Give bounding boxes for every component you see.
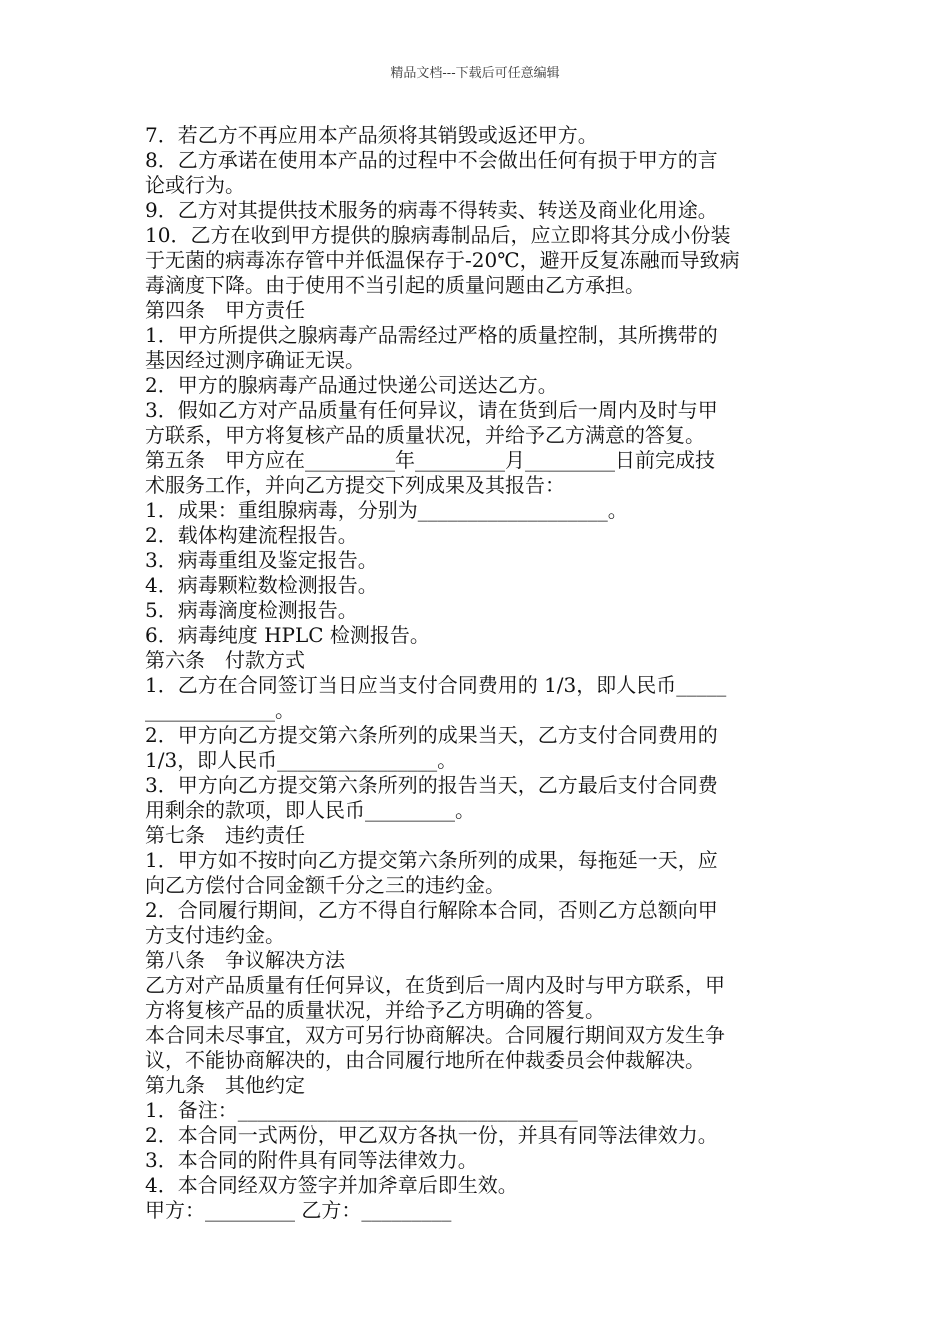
- clause-line: 3．甲方向乙方提交第六条所列的报告当天，乙方最后支付合同费: [145, 773, 718, 797]
- clause-line: 基因经过测序确证无误。: [145, 348, 365, 372]
- clause-line: 方联系，甲方将复核产品的质量状况，并给予乙方满意的答复。: [145, 423, 705, 447]
- clause-line: 2．合同履行期间，乙方不得自行解除本合同，否则乙方总额向甲: [145, 898, 718, 922]
- clause-line: 5．病毒滴度检测报告。: [145, 598, 358, 622]
- clause-line: 3．病毒重组及鉴定报告。: [145, 548, 378, 572]
- clause-line: 论或行为。: [145, 173, 245, 197]
- clause-line: 毒滴度下降。由于使用不当引起的质量问题由乙方承担。: [145, 273, 645, 297]
- clause-line: 1．成果：重组腺病毒，分别为___________________。: [145, 498, 628, 522]
- clause-line: 2．本合同一式两份，甲乙双方各执一份，并具有同等法律效力。: [145, 1123, 718, 1147]
- clause-line: 于无菌的病毒冻存管中并低温保存于-20℃，避开反复冻融而导致病: [145, 248, 740, 272]
- signature-line: 甲方：_________ 乙方：_________: [145, 1198, 452, 1222]
- clause-line: 6．病毒纯度 HPLC 检测报告。: [145, 623, 430, 647]
- clause-line: 8．乙方承诺在使用本产品的过程中不会做出任何有损于甲方的言: [145, 148, 718, 172]
- clause-line: 3．假如乙方对产品质量有任何异议，请在货到后一周内及时与甲: [145, 398, 718, 422]
- clause-line: 3．本合同的附件具有同等法律效力。: [145, 1148, 478, 1172]
- clause-line: 4．本合同经双方签字并加斧章后即生效。: [145, 1173, 518, 1197]
- clause-line: 1．乙方在合同签订当日应当支付合同费用的 1/3，即人民币_____: [145, 673, 727, 697]
- contract-body: [145, 123, 810, 1223]
- clause-line: 7．若乙方不再应用本产品须将其销毁或返还甲方。: [145, 123, 598, 147]
- section-heading-article-6: 第六条 付款方式: [145, 648, 305, 672]
- clause-line: 术服务工作，并向乙方提交下列成果及其报告：: [145, 473, 565, 497]
- clause-line: 1．甲方所提供之腺病毒产品需经过严格的质量控制，其所携带的: [145, 323, 718, 347]
- clause-line: 乙方对产品质量有任何异议，在货到后一周内及时与甲方联系，甲: [145, 973, 725, 997]
- clause-line: 用剩余的款项，即人民币_________。: [145, 798, 475, 822]
- clause-line: 2．甲方的腺病毒产品通过快递公司送达乙方。: [145, 373, 558, 397]
- section-heading-article-9: 第九条 其他约定: [145, 1073, 305, 1097]
- clause-line: 1．甲方如不按时向乙方提交第六条所列的成果，每拖延一天，应: [145, 848, 718, 872]
- section-heading-article-7: 第七条 违约责任: [145, 823, 305, 847]
- clause-line: 方将复核产品的质量状况，并给予乙方明确的答复。: [145, 998, 605, 1022]
- section-heading-article-4: 第四条 甲方责任: [145, 298, 305, 322]
- clause-line: 2．载体构建流程报告。: [145, 523, 358, 547]
- clause-line: 方支付违约金。: [145, 923, 285, 947]
- section-heading-article-5: 第五条 甲方应在_________年_________月_________日前完成技: [145, 448, 715, 472]
- page-header: 精品文档---下载后可任意编辑: [390, 66, 560, 81]
- clause-line: 10．乙方在收到甲方提供的腺病毒制品后，应立即将其分成小份装: [145, 223, 731, 247]
- clause-line: 向乙方偿付合同金额千分之三的违约金。: [145, 873, 505, 897]
- clause-line: 2．甲方向乙方提交第六条所列的成果当天，乙方支付合同费用的: [145, 723, 718, 747]
- clause-line: 本合同未尽事宜，双方可另行协商解决。合同履行期间双方发生争: [145, 1023, 725, 1047]
- section-heading-article-8: 第八条 争议解决方法: [145, 948, 345, 972]
- clause-line: 9．乙方对其提供技术服务的病毒不得转卖、转送及商业化用途。: [145, 198, 718, 222]
- clause-line: _____________。: [145, 698, 295, 722]
- clause-line: 议，不能协商解决的，由合同履行地所在仲裁委员会仲裁解决。: [145, 1048, 705, 1072]
- clause-line: 1．备注：__________________________________: [145, 1098, 578, 1122]
- clause-line: 1/3，即人民币________________。: [145, 748, 458, 772]
- clause-line: 4．病毒颗粒数检测报告。: [145, 573, 378, 597]
